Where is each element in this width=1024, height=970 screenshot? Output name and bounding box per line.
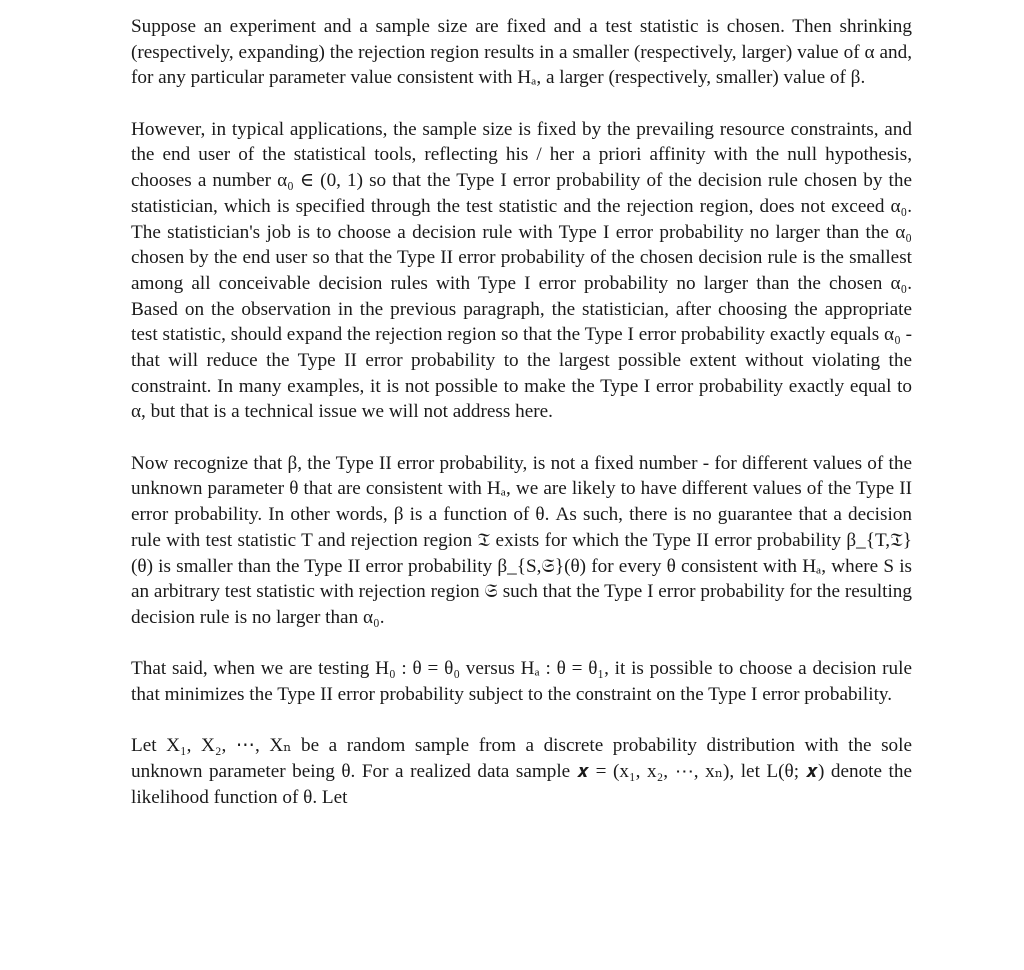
paragraph-4: That said, when we are testing H₀ : θ = θ₀ versus Hₐ : θ = θ₁, it is possible to choose a decision rule that minimizes the Type II error probability subject to the constraint on the Type I error probability. (131, 658, 912, 705)
paragraph-5: Let X₁, X₂, ⋯, Xₙ be a random sample from a discrete probability distribution with the sole unknown parameter being θ. For a realized data sample 𝒙 = (x₁, x₂, ⋯, xₙ), let L(θ; 𝒙) denote the likelihood function of θ. Let (131, 735, 912, 808)
paragraph-2: However, in typical applications, the sample size is fixed by the prevailing resource constraints, and the end user of the statistical tools, reflecting his / her a priori affinity with the null hypothesis, chooses a number α₀ ∈ (0, 1) so that the Type I error probability of the decision rule chosen by the statistician, which is specified through the test statistic and the rejection region, does not exceed α₀. The statistician's job is to choose a decision rule with Type I error probability no larger than the α₀ chosen by the end user so that the Type II error probability of the chosen decision rule is the smallest among all conceivable decision rules with Type I error probability no larger than the chosen α₀. Based on the observation in the previous paragraph, the statistician, after choosing the appropriate test statistic, should expand the rejection region so that the Type I error probability exactly equals α₀ - that will reduce the Type II error probability to the largest possible extent without violating the constraint. In many examples, it is not possible to make the Type I error probability exactly equal to α, but that is a technical issue we will not address here. (131, 118, 912, 423)
paragraph-1: Suppose an experiment and a sample size are fixed and a test statistic is chosen. Then shrinking (respectively, expanding) the rejection region results in a smaller (respectively, larger) value of α and, for any particular parameter value consistent with Hₐ, a larger (respectively, smaller) value of β. (131, 16, 912, 89)
paragraph-3: Now recognize that β, the Type II error probability, is not a fixed number - for different values of the unknown parameter θ that are consistent with Hₐ, we are likely to have different values of the Type II error probability. In other words, β is a function of θ. As such, there is no guarantee that a decision rule with test statistic T and rejection region 𝔗 exists for which the Type II error probability β_{T,𝔗}(θ) is smaller than the Type II error probability β_{S,𝔖}(θ) for every θ consistent with Hₐ, where S is an arbitrary test statistic with rejection region 𝔖 such that the Type I error probability for the resulting decision rule is no larger than α₀. (131, 452, 912, 628)
document-page (131, 14, 912, 810)
